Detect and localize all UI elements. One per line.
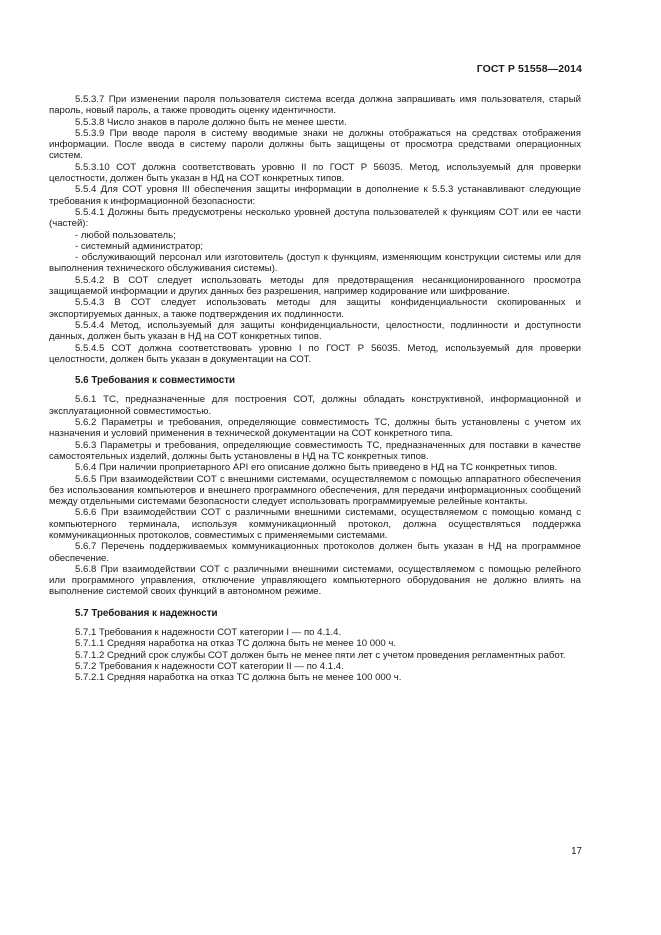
paragraph-5-5-4-2: 5.5.4.2 В СОТ следует использовать методы для предотвращения несанкционированного просмотра защищаемой информации и других данных без разрешения, например кодирование или шифрование. xyxy=(49,274,581,298)
paragraph-5-6-6: 5.6.6 При взаимодействии СОТ с различными внешними системами, осуществляемом с помощью команд с компьютерного терминала, используя коммуникационный протокол, должна осуществляться поддержка коммуникационных протоколов, совместимых с применяемыми системами. xyxy=(49,507,581,541)
paragraph-5-5-3-8: 5.5.3.8 Число знаков в пароле должно быть не менее шести. xyxy=(75,116,347,128)
paragraph-5-5-4-4: 5.5.4.4 Метод, используемый для защиты конфиденциальности, целостности, подлинности и доступности данных, должен быть указан в НД на СОТ конкретных типов. xyxy=(49,319,581,343)
paragraph-5-6-4: 5.6.4 При наличии проприетарного API его описание должно быть приведено в НД на ТС конкретных типов. xyxy=(75,462,558,474)
section-heading-5-7: 5.7 Требования к надежности xyxy=(75,607,218,619)
paragraph-5-5-4-1: 5.5.4.1 Должны быть предусмотрены несколько уровней доступа пользователей к функциям СОТ или ее части (частей): xyxy=(49,206,581,230)
paragraph-5-5-4: 5.5.4 Для СОТ уровня III обеспечения защиты информации в дополнение к 5.5.3 устанавливают следующие требования к информационной безопасности: xyxy=(49,184,581,207)
list-item: - обслуживающий персонал или изготовитель (доступ к функциям, изменяющим конструкции системы или для выполнения технического обслуживания системы). xyxy=(49,252,581,275)
paragraph-5-5-3-7: 5.5.3.7 При изменении пароля пользователя система всегда должна запрашивать имя пользователя, старый пароль, новый пароль, а также проводить оценку идентичности. xyxy=(49,94,581,117)
paragraph-5-7-1-1: 5.7.1.1 Средняя наработка на отказ ТС должна быть не менее 10 000 ч. xyxy=(75,638,397,650)
standard-number: ГОСТ Р 51558—2014 xyxy=(476,63,582,75)
paragraph-5-5-3-9: 5.5.3.9 При вводе пароля в систему вводимые знаки не должны отображаться на средствах отображения информации. После ввода в систему пароли должны быть защищены от просмотра средствами операционных систем. xyxy=(49,127,581,162)
paragraph-5-5-4-5: 5.5.4.5 СОТ должна соответствовать уровню I по ГОСТ Р 56035. Метод, используемый для проверки целостности, должен быть указан в документации на СОТ. xyxy=(49,342,581,365)
paragraph-5-6-8: 5.6.8 При взаимодействии СОТ с различными внешними системами, осуществляемом с помощью релейного или программного управления, отключение управляющего компьютерного оборудования не должно влиять на выполнение системой своих функций в автономном режиме. xyxy=(49,563,581,598)
paragraph-5-7-1: 5.7.1 Требования к надежности СОТ категории I — по 4.1.4. xyxy=(75,627,342,639)
paragraph-5-5-4-3: 5.5.4.3 В СОТ следует использовать методы для защиты конфиденциальности скопированных и экспортируемых данных, а также подтверждения их подлинности. xyxy=(49,297,581,320)
paragraph-5-7-1-2: 5.7.1.2 Средний срок службы СОТ должен быть не менее пяти лет с учетом проведения регламентных работ. xyxy=(75,649,566,661)
paragraph-5-5-3-10: 5.5.3.10 СОТ должна соответствовать уровню II по ГОСТ Р 56035. Метод, используемый для проверки целостности, должен быть указан в НД на СОТ конкретных типов. xyxy=(49,161,581,185)
paragraph-5-6-2: 5.6.2 Параметры и требования, определяющие совместимость ТС, должны быть установлены с учетом их назначения и условий применения в технической документации на СОТ конкретного типа. xyxy=(49,417,581,440)
paragraph-5-6-1: 5.6.1 ТС, предназначенные для построения СОТ, должны обладать конструктивной, информационной и эксплуатационной совместимостью. xyxy=(49,394,581,417)
page-number: 17 xyxy=(571,846,582,857)
paragraph-5-6-3: 5.6.3 Параметры и требования, определяющие совместимость ТС, предназначенных для поставки в качестве самостоятельных изделий, должны быть установлены в НД на ТС конкретных типов. xyxy=(49,439,581,462)
paragraph-5-7-2: 5.7.2 Требования к надежности СОТ категории II — по 4.1.4. xyxy=(75,660,344,672)
paragraph-5-7-2-1: 5.7.2.1 Средняя наработка на отказ ТС должна быть не менее 100 000 ч. xyxy=(75,672,402,684)
list-item: - системный администратор; xyxy=(75,240,204,252)
section-heading-5-6: 5.6 Требования к совместимости xyxy=(75,375,236,387)
paragraph-5-6-5: 5.6.5 При взаимодействии СОТ с внешними системами, осуществляемом с помощью аппаратного обеспечения без использования компьютеров и внешнего программного обеспечения, для передачи информационных сообщений между отдельными системами безопасности следует использовать программируемые релейные контакты. xyxy=(49,473,581,508)
list-item: - любой пользователь; xyxy=(75,229,176,241)
paragraph-5-6-7: 5.6.7 Перечень поддерживаемых коммуникационных протоколов должен быть указан в НД на программное обеспечение. xyxy=(49,541,581,564)
document-body xyxy=(49,94,581,684)
